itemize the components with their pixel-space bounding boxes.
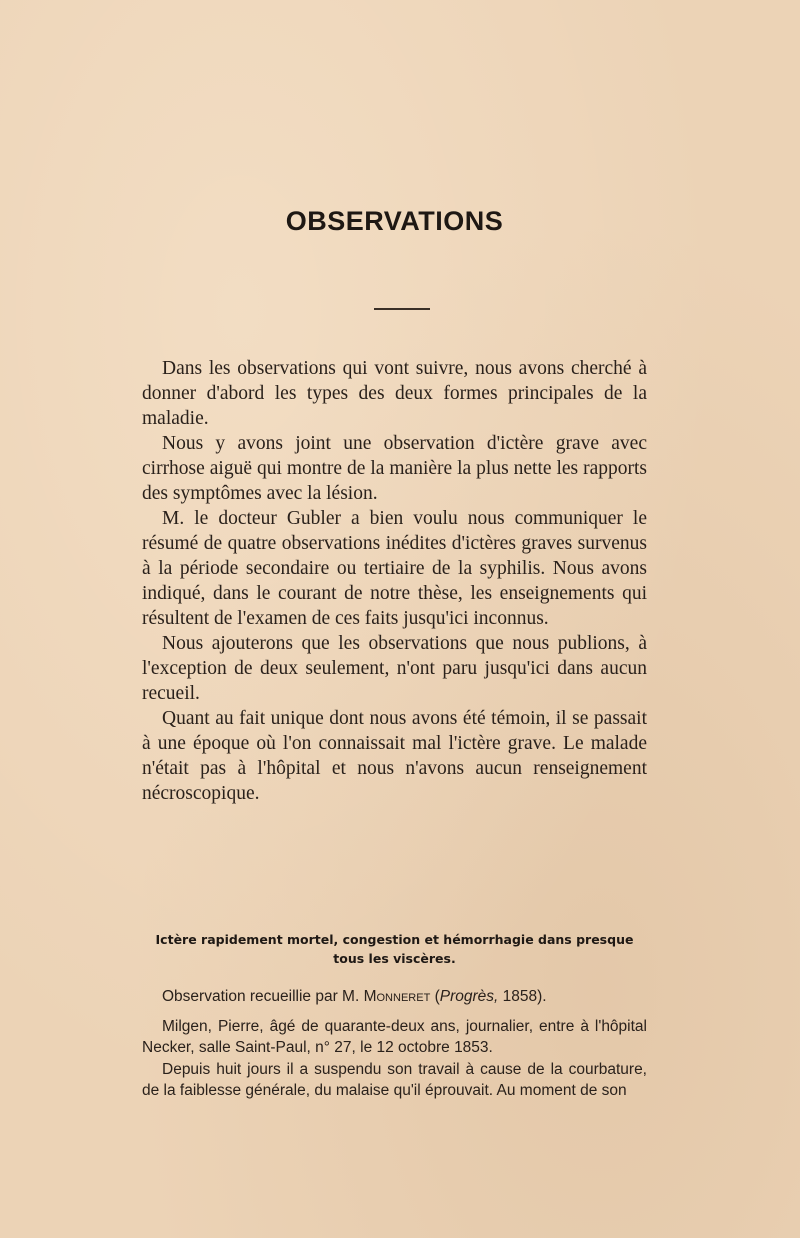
intro-paragraph: Nous y avons joint une observation d'ictère grave avec cirrhose aiguë qui montre de la manière la plus nette les rapports des symptômes avec la lésion. (142, 433, 647, 504)
observation-body (142, 986, 647, 1102)
observation-source: Observation recueillie par M. Monneret (Progrès, 1858). (162, 988, 547, 1005)
intro-paragraph: Dans les observations qui vont suivre, nous avons cherché à donner d'abord les types des deux formes principales de la maladie. (142, 358, 647, 429)
observation-heading-line: tous les viscères. (333, 951, 456, 966)
intro-section (142, 356, 647, 806)
observation-heading-line: Ictère rapidement mortel, congestion et hémorrhagie dans presque (155, 932, 634, 947)
observation-paragraph: Depuis huit jours il a suspendu son travail à cause de la courbature, de la faiblesse générale, du malaise qu'il éprouvait. Au moment de son (142, 1060, 647, 1099)
observation-heading (142, 930, 647, 968)
source-author: Monneret (363, 988, 431, 1005)
source-journal: Progrès, (439, 988, 499, 1005)
observation-paragraph: Milgen, Pierre, âgé de quarante-deux ans, journalier, entre à l'hôpital Necker, salle Saint-Paul, n° 27, le 12 octobre 1853. (142, 1017, 647, 1056)
page-title: OBSERVATIONS (285, 206, 504, 236)
intro-paragraph: M. le docteur Gubler a bien voulu nous communiquer le résumé de quatre observations inédites d'ictères graves survenus à la période secondaire ou tertiaire de la syphilis. Nous avons indiqué, dans le courant de notre thèse, les enseignements qui résultent de l'examen de ces faits jusqu'ici inconnus. (142, 508, 647, 629)
source-year: 1858). (498, 988, 547, 1005)
title-divider (374, 308, 430, 310)
source-prefix: Observation recueillie par M. (162, 988, 364, 1005)
intro-paragraph: Nous ajouterons que les observations que nous publions, à l'exception de deux seulement, n'ont paru jusqu'ici dans aucun recueil. (142, 633, 647, 704)
intro-paragraph: Quant au fait unique dont nous avons été témoin, il se passait à une époque où l'on connaissait mal l'ictère grave. Le malade n'était pas à l'hôpital et nous n'avons aucun renseignement nécroscopique. (142, 708, 647, 804)
